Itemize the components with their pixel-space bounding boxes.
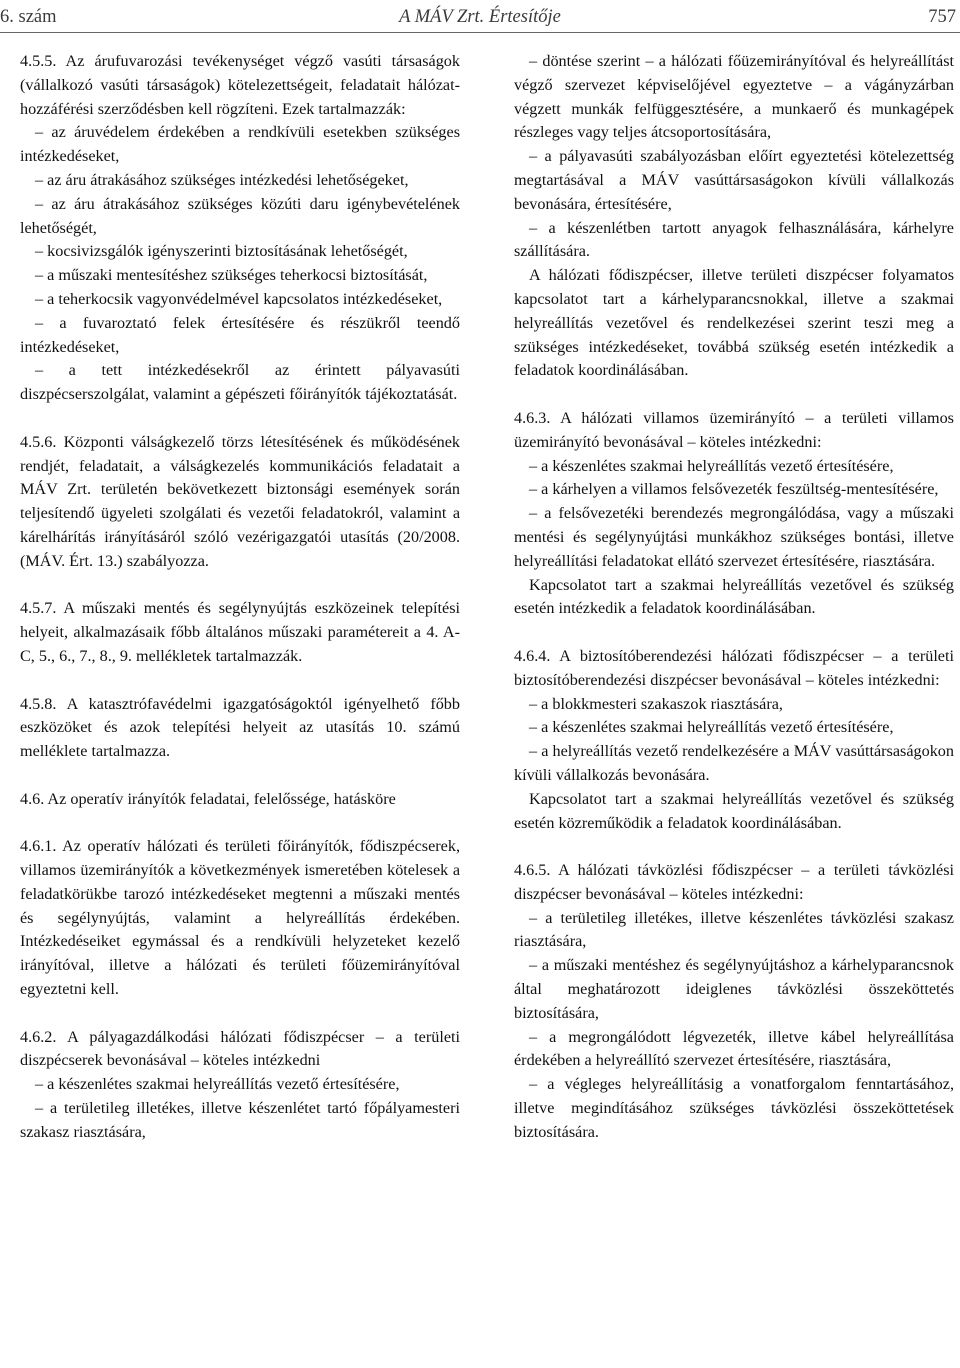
page-number: 757 [928,7,956,27]
paragraph: 4.5.5. Az árufuvarozási tevékenységet végző vasúti társaságok (vállalkozó vasúti társaságok) kötelezettségeit, feladatait hálózat-hozzáférési szerződésben kell rögzíteni. Ezek tartalmazzák: [20,52,460,118]
paragraph: 4.6.4. A biztosítóberendezési hálózati fődiszpécser – a területi biztosítóberendezési diszpécser bevonásával – köteles intézkedni: [514,646,954,689]
header-rule [0,32,960,33]
paragraph: 4.5.8. A katasztrófavédelmi igazgatóságoktól igényelhető főbb eszközöket és azok telepítési helyeit az utasítás 10. számú melléklete tartalmazza. [20,694,460,761]
paragraph: 4.6.5. A hálózati távközlési fődiszpécser – a területi távközlési diszpécser bevonásával – köteles intézkedni: [514,861,954,903]
paragraph: – a blokkmesteri szakaszok riasztására, [529,694,783,713]
paragraph: – a végleges helyreállításig a vonatforgalom fenntartásához, illetve megindításához szükséges távközlési összeköttetések biztosítására. [514,1075,954,1141]
paragraph: Kapcsolatot tart a szakmai helyreállítás vezetővel és szükség esetén intézkedik a feladatok koordinálásában. [514,575,954,618]
paragraph: 4.5.6. Központi válságkezelő törzs létesítésének és működésének rendjét, feladatait, a válságkezelés kommunikációs feladatait a MÁV Zrt. területén bekövetkezett biztonsági események során teljesítendő ügyeleti szolgálati és vezetői feladatokról, valamint a kárelhárítás irányításáról szóló vezérigazgatói utasítás (20/2008. (MÁV. Ért. 13.) szabályozza. [20,432,460,570]
paragraph: A hálózati fődiszpécser, illetve területi diszpécser folyamatos kapcsolatot tart a kárhelyparancsnokkal, illetve a szakmai helyreállítás vezetővel és rendelkezései szerint teszi meg a szükséges intézkedéseket, továbbá szükség esetén intézkedik a feladatok koordinálásában. [514,266,954,380]
paragraph: 4.6. Az operatív irányítók feladatai, felelőssége, hatásköre [20,789,396,808]
paragraph: Kapcsolatot tart a szakmai helyreállítás vezetővel és szükség esetén közreműködik a feladatok koordinálásában. [514,789,954,832]
right-column [514,50,954,1145]
paragraph: – a kárhelyen a villamos felsővezeték feszültség-mentesítésére, [529,480,939,499]
left-column [20,50,460,1145]
publication-title: A MÁV Zrt. Értesítője [399,7,561,27]
paragraph: – a készenlétes szakmai helyreállítás vezető értesítésére, [529,456,894,475]
paragraph: – a felsővezetéki berendezés megrongálódása, vagy a műszaki mentési és segélynyújtási munkákhoz szükséges bontási, illetve helyreállítási feladatokat ellátó szervezet értesítésére, riasztására. [514,504,954,570]
paragraph: – a területileg illetékes, illetve készenlétet tartó főpályamesteri szakasz riasztására, [20,1099,460,1141]
paragraph: – az áru átrakásához szükséges közúti daru igénybevételének lehetőségét, [20,194,460,237]
paragraph: 4.5.7. A műszaki mentés és segélynyújtás eszközeinek telepítési helyeit, alkalmazásaik főbb általános műszaki paramétereit a 4. A-C, 5., 6., 7., 8., 9. mellékletek tartalmazzák. [20,599,460,665]
paragraph: – a műszaki mentéshez és segélynyújtáshoz a kárhelyparancsnok által meghatározott ideiglenes távközlési összeköttetés biztosítására, [514,956,954,1022]
paragraph: 4.6.3. A hálózati villamos üzemirányító – a területi villamos üzemirányító bevonásával – köteles intézkedni: [514,408,954,451]
paragraph: – döntése szerint – a hálózati főüzemirányítóval és helyreállítást végző szervezet képviselőjével egyeztetve – a vágányzárban végzett munkák felfüggesztésére, a munkaerő és munkagépek részleges vagy teljes átcsoportosítására, [514,52,954,142]
paragraph: – a helyreállítás vezető rendelkezésére a MÁV vasúttársaságokon kívüli vállalkozás bevonására. [514,742,954,784]
paragraph: 4.6.2. A pályagazdálkodási hálózati fődiszpécser – a területi diszpécserek bevonásával – köteles intézkedni [20,1027,460,1070]
paragraph: 4.6.1. Az operatív hálózati és területi főirányítók, fődiszpécserek, villamos üzemirányítók a következmények ismeretében kötelesek a feladatkörükbe tarozó intézkedéseket megtenni a műszaki mentés és segélynyújtás, valamint a helyreállítás érdekében. Intézkedéseiket egymással és a rendkívüli helyzeteket kezelő irányítóval, illetve a hálózati és területi főüzemirányítóval egyeztetni kell. [20,837,460,999]
paragraph: – a területileg illetékes, illetve készenlétes távközlési szakasz riasztására, [514,908,954,951]
paragraph: – kocsivizsgálók igényszerinti biztosításának lehetőségét, [35,242,408,261]
paragraph: – a teherkocsik vagyonvédelmével kapcsolatos intézkedéseket, [35,289,443,308]
paragraph: – a fuvaroztató felek értesítésére és részükről teendő intézkedéseket, [20,313,460,356]
paragraph: – a megrongálódott légvezeték, illetve kábel helyreállítása érdekében a helyreállító szervezet értesítésére, riasztására, [514,1027,954,1070]
page-header [0,0,960,32]
paragraph: – a készenlétes szakmai helyreállítás vezető értesítésére, [529,718,894,737]
paragraph: – a pályavasúti szabályozásban előírt egyeztetési kötelezettség megtartásával a MÁV vasúttársaságokon kívüli vállalkozás bevonására, értesítésére, [514,147,954,213]
paragraph: – a tett intézkedésekről az érintett pályavasúti diszpécserszolgálat, valamint a gépészeti főirányítók tájékoztatását. [20,361,460,404]
paragraph: – a műszaki mentesítéshez szükséges teherkocsi biztosítását, [35,266,428,285]
paragraph: – az áru átrakásához szükséges intézkedési lehetőségeket, [35,170,409,189]
issue-number: 6. szám [0,7,57,27]
paragraph: – a készenlétes szakmai helyreállítás vezető értesítésére, [35,1075,400,1094]
paragraph: – az áruvédelem érdekében a rendkívüli esetekben szükséges intézkedéseket, [20,123,460,166]
paragraph: – a készenlétben tartott anyagok felhasználására, kárhelyre szállítására. [514,218,954,261]
